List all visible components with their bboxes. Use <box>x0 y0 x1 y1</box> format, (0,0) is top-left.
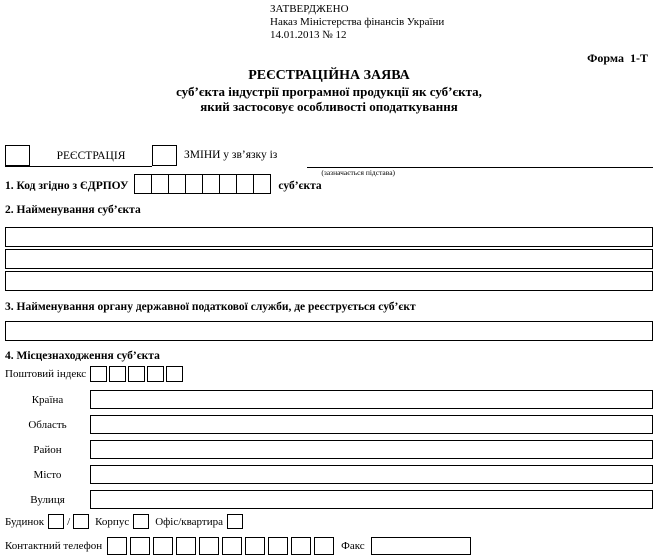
phone-digit-cell[interactable] <box>107 537 127 555</box>
office-label: Офіс/квартира <box>155 515 223 528</box>
section4-heading: 4. Місцезнаходження суб’єкта <box>5 350 160 362</box>
approved-line-3: 14.01.2013 № 12 <box>270 29 347 41</box>
address-row-district <box>5 440 653 459</box>
phone-row <box>5 536 653 555</box>
phone-label: Контактний телефон <box>5 539 103 552</box>
change-reason-field-wrap <box>307 145 653 177</box>
approved-line-1: ЗАТВЕРДЖЕНО <box>270 3 349 15</box>
form-title <box>0 67 658 114</box>
changes-checkbox[interactable] <box>152 145 177 166</box>
edrpou-digit-cell[interactable] <box>185 174 203 194</box>
street-input-box[interactable] <box>90 490 653 509</box>
block-box[interactable] <box>133 514 149 529</box>
form-title-line-1: РЕЄСТРАЦІЙНА ЗАЯВА <box>248 68 410 83</box>
subject-name-input-row-3[interactable] <box>5 271 653 291</box>
district-input-box[interactable] <box>90 440 653 459</box>
form-number-label: Форма 1-Т <box>587 51 648 65</box>
district-label: Район <box>33 443 62 456</box>
edrpou-digit-cell[interactable] <box>134 174 152 194</box>
postal-index-row <box>5 366 658 382</box>
phone-digit-cell[interactable] <box>291 537 311 555</box>
office-box[interactable] <box>227 514 243 529</box>
form-title-line-3: який застосовує особливості оподаткування <box>200 99 458 114</box>
approved-block <box>270 3 658 42</box>
address-row-city <box>5 465 653 484</box>
application-type-row <box>5 145 653 177</box>
edrpou-digit-cell[interactable] <box>168 174 186 194</box>
form-title-line-2: суб’єкта індустрії програмної продукції як суб’єкта, <box>176 84 482 99</box>
registration-option-group <box>5 145 152 167</box>
building-number-box[interactable] <box>48 514 64 529</box>
edrpou-digit-cell[interactable] <box>202 174 220 194</box>
address-row-region <box>5 415 653 434</box>
subject-name-rows <box>5 227 653 291</box>
subject-name-input-row-1[interactable] <box>5 227 653 247</box>
registration-checkbox[interactable] <box>5 145 30 166</box>
postal-digit-cell[interactable] <box>166 366 183 382</box>
section2-heading: 2. Найменування суб’єкта <box>5 204 141 216</box>
postal-index-cells <box>90 366 185 382</box>
fax-input-box[interactable] <box>371 537 471 555</box>
postal-index-label: Поштовий індекс <box>5 368 87 380</box>
edrpou-digit-cell[interactable] <box>219 174 237 194</box>
city-input-box[interactable] <box>90 465 653 484</box>
subject-name-input-row-2[interactable] <box>5 249 653 269</box>
edrpou-code-cells <box>134 174 271 194</box>
edrpou-code-label: 1. Код згідно з ЄДРПОУ <box>5 180 129 192</box>
phone-digit-cell[interactable] <box>314 537 334 555</box>
phone-digit-cell[interactable] <box>153 537 173 555</box>
edrpou-digit-cell[interactable] <box>151 174 169 194</box>
address-row-street <box>5 490 653 509</box>
building-row <box>5 513 653 530</box>
edrpou-suffix-label: суб’єкта <box>278 180 322 192</box>
edrpou-digit-cell[interactable] <box>236 174 254 194</box>
postal-digit-cell[interactable] <box>90 366 107 382</box>
building-label: Будинок <box>5 515 45 528</box>
phone-cells <box>107 537 337 555</box>
building-separator: / <box>67 515 71 528</box>
registration-label: РЕЄСТРАЦІЯ <box>56 149 126 162</box>
phone-digit-cell[interactable] <box>130 537 150 555</box>
phone-digit-cell[interactable] <box>245 537 265 555</box>
postal-digit-cell[interactable] <box>128 366 145 382</box>
building-number-box-2[interactable] <box>73 514 89 529</box>
phone-digit-cell[interactable] <box>176 537 196 555</box>
address-row-country <box>5 390 653 409</box>
change-reason-caption: (зазначається підстава) <box>321 168 396 177</box>
tax-office-input-row[interactable] <box>5 321 653 341</box>
phone-digit-cell[interactable] <box>222 537 242 555</box>
region-label: Область <box>28 418 67 431</box>
city-label: Місто <box>33 468 62 481</box>
fax-label: Факс <box>341 539 365 552</box>
change-reason-input-line[interactable] <box>307 145 653 168</box>
phone-digit-cell[interactable] <box>268 537 288 555</box>
edrpou-code-row <box>5 174 653 194</box>
edrpou-digit-cell[interactable] <box>253 174 271 194</box>
country-label: Країна <box>31 393 64 406</box>
region-input-box[interactable] <box>90 415 653 434</box>
approved-line-2: Наказ Міністерства фінансів України <box>270 16 445 28</box>
postal-digit-cell[interactable] <box>109 366 126 382</box>
postal-digit-cell[interactable] <box>147 366 164 382</box>
block-label: Корпус <box>95 515 130 528</box>
section3-heading: 3. Найменування органу державної податкової служби, де реєструється суб’єкт <box>5 301 416 313</box>
changes-label: ЗМІНИ у зв’язку із <box>184 149 278 161</box>
country-input-box[interactable] <box>90 390 653 409</box>
street-label: Вулиця <box>30 493 65 506</box>
phone-digit-cell[interactable] <box>199 537 219 555</box>
